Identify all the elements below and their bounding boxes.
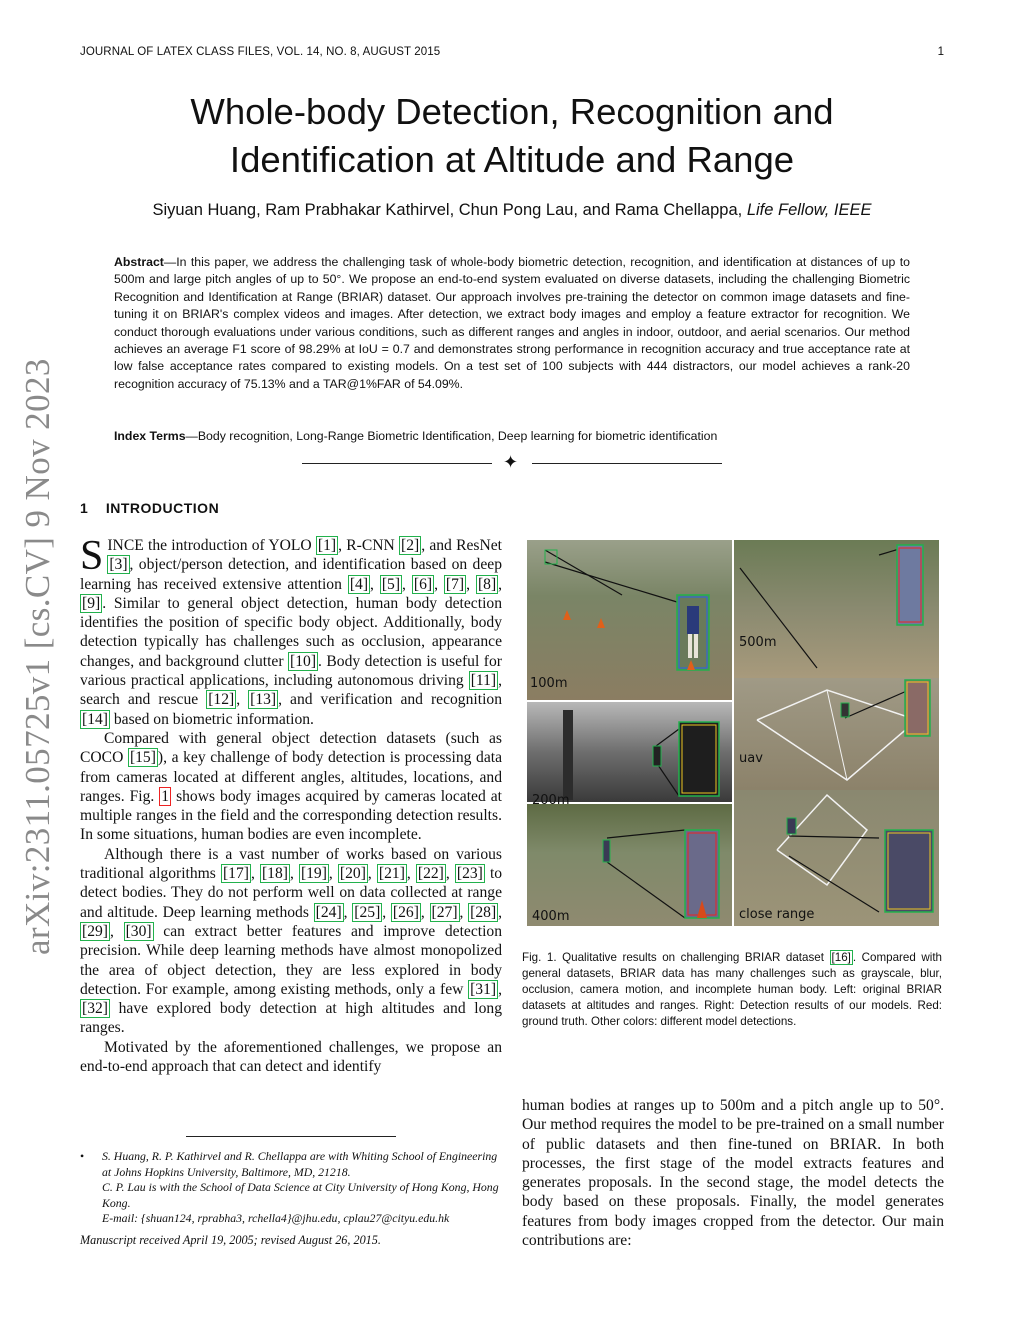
page-number: 1 — [937, 46, 944, 58]
citation-link[interactable]: [8] — [477, 575, 497, 593]
text-run: can extract better features and improve detection precision. While deep learning methods have almost monopolized the area of object detection, they are less explored in body detection. For example, among existing methods, only a few — [80, 922, 503, 998]
index-terms — [114, 429, 910, 443]
panel-uav — [734, 678, 939, 790]
panel-500m — [734, 540, 939, 678]
title-line-1: Whole-body Detection, Recognition and — [190, 91, 834, 132]
citation-link[interactable]: [31] — [470, 980, 497, 998]
figure-label: 200m — [532, 793, 570, 808]
title-line-2: Identification at Altitude and Range — [229, 139, 795, 180]
paragraph-4: Motivated by the aforementioned challenges, we propose an end-to-end approach that can detect and identify — [80, 1038, 502, 1076]
citation-link[interactable]: [20] — [339, 865, 366, 883]
dropcap: S — [80, 533, 104, 579]
text-run: the introduction of YOLO — [143, 537, 316, 554]
text-run: Compared with general object detection datasets (such as COCO — [80, 729, 502, 767]
smallcaps-word: INCE — [107, 537, 144, 554]
citation-link[interactable]: [29] — [82, 922, 108, 940]
citation-link[interactable]: [21] — [378, 865, 405, 883]
footnote-rule — [186, 1136, 396, 1137]
index-terms-text: —Body recognition, Long-Range Biometric Identification, Deep learning for biometric identification — [185, 429, 718, 443]
paragraph-3: Although there is a vast number of works based on various traditional algorithms [17] , [18] , [19] , [20] , [21] , [22] , [23] to detect bodies. They do not perform well on data collected at range and altitude. Deep learning methods [24] , [25] , [26] , [27] , [28] , [29] , [30] can extract better features and improve detection precision. While deep learning methods have almost monopolized the area of object detection, they are less explored in body detection. For example, among existing methods, only a few [31] , [32] have explored body detection at high altitudes and long ranges. — [80, 845, 503, 1037]
citation-link[interactable]: [11] — [470, 672, 497, 690]
right-column — [522, 1096, 944, 1250]
citation-link[interactable]: [23] — [456, 865, 483, 883]
running-header: JOURNAL OF LATEX CLASS FILES, VOL. 14, NO. 8, AUGUST 2015 — [80, 46, 441, 58]
text-run: , and ResNet — [421, 537, 502, 554]
citation-link[interactable]: [22] — [417, 865, 444, 883]
text-run: based on biometric information. — [109, 710, 314, 728]
citation-link[interactable]: [17] — [222, 865, 249, 883]
abstract-text: —In this paper, we address the challenging task of whole-body biometric detection, recognition, and identification at distances of up to 500m and large pitch angles of up to 50°. We propose an end-to-end system evaluated on diverse datasets, including the challenging Biometric Recognition and Identification at Range (BRIAR) dataset. Our approach involves pre-training the detector on common image datasets and fine-tuning it on BRIAR's complex videos and images. After detection, we extract body images and employ a feature extractor for recognition. We conduct thorough evaluations under various conditions, such as different ranges and angles in indoor, outdoor, and aerial scenarios. Our method achieves an average F1 score of 98.29% at IoU = 0.7 and demonstrates strong performance in recognition accuracy and true acceptance rate at low false acceptance rates compared to existing models. On a test set of 100 subjects with 444 distractors, our model achieves a rank-20 recognition accuracy of 75.13% and a TAR@1%FAR of 54.09%. — [114, 255, 910, 391]
footnote-email: E-mail: {shuan124, rprabha3, rchella4}@jhu.edu, cplau27@cityu.edu.hk — [102, 1211, 450, 1226]
citation-link[interactable]: [12] — [208, 691, 235, 709]
separator-line-right — [532, 463, 722, 464]
affiliation-footnote — [80, 1149, 502, 1227]
text-run: shows body images acquired by cameras located at multiple ranges in the field and the corresponding detection results. In some situations, human bodies are even incomplete. — [80, 787, 502, 844]
text-run: . Body detection is useful for various practical applications, including autonomous driving — [80, 652, 502, 690]
text-run: , R-CNN — [338, 537, 399, 554]
citation-link[interactable]: [19] — [300, 865, 327, 883]
paragraph-5: human bodies at ranges up to 500m and a pitch angle up to 50°. Our method requires the model to be pre-trained on a small number of public datasets and then fine-tuned on BRIAR. In both processes, the first stage of the model extracts features and generates proposals. In the second stage, the model detects the body based on these proposals. Finally, the model generates features from body images cropped from the detector. Our main contributions are: — [522, 1097, 944, 1250]
separator-line-left — [302, 463, 492, 464]
text-run: to detect bodies. They do not perform well on data collected at range and altitude. Deep learning methods — [80, 865, 503, 921]
citation-link[interactable]: [32] — [82, 1000, 108, 1018]
text-run: . Similar to general object detection, human body detection identifies the position of specific body object. Additionally, body detection typically has challenges such as occlusion, appearance changes, and background clutter — [80, 594, 502, 670]
footnote-line: C. P. Lau is with the School of Data Science at City University of Hong Kong, Hong Kong. — [102, 1180, 499, 1210]
citation-link[interactable]: [7] — [445, 575, 465, 593]
text-run: Although there is a vast number of works based on various traditional algorithms — [80, 845, 502, 883]
figure-label: 100m — [530, 676, 568, 691]
caption-text: Fig. 1. Qualitative results on challenging BRIAR dataset — [522, 951, 830, 964]
panel-200m — [527, 702, 732, 802]
index-terms-label: Index Terms — [114, 429, 186, 443]
citation-link[interactable]: [2] — [401, 537, 420, 554]
text-run: , search and rescue — [80, 672, 502, 709]
citation-link[interactable]: [25] — [354, 903, 381, 921]
citation-link[interactable]: [10] — [290, 652, 317, 670]
panel-close-range — [734, 790, 939, 926]
abstract-label: Abstract — [114, 255, 164, 269]
figure-label: uav — [739, 751, 763, 766]
footnote-bullet: • — [80, 1149, 85, 1163]
arxiv-stamp: arXiv:2311.05725v1 [cs.CV] 9 Nov 2023 — [18, 358, 57, 955]
author-fellow: Life Fellow, IEEE — [746, 201, 872, 219]
citation-link[interactable]: [4] — [349, 575, 369, 593]
text-run: , object/person detection, and identification based on deep learning has received extensive attention — [80, 556, 502, 593]
text-run: ), a key challenge of body detection is processing data from cameras located at different angles, altitudes, locations, and ranges. Fig. — [80, 749, 502, 805]
text-run: have explored body detection at high altitudes and long ranges. — [80, 1000, 502, 1037]
section-heading — [80, 500, 219, 516]
panel-400m — [527, 804, 732, 926]
citation-link[interactable]: [18] — [261, 865, 288, 883]
citation-link[interactable]: [5] — [381, 575, 401, 593]
figure-label: 400m — [532, 909, 570, 924]
citation-link[interactable]: [15] — [129, 749, 156, 767]
citation-link[interactable]: [1] — [317, 537, 337, 554]
citation-link[interactable]: [24] — [315, 903, 342, 921]
section-title: INTRODUCTION — [105, 500, 220, 516]
citation-link[interactable]: [28] — [470, 903, 497, 921]
abstract — [114, 254, 910, 393]
section-number: 1 — [80, 500, 89, 516]
author-list — [60, 201, 964, 220]
figure-link[interactable]: 1 — [161, 787, 170, 805]
figure-1-image — [527, 540, 939, 926]
paragraph-2 — [80, 729, 502, 845]
left-column — [80, 533, 503, 1076]
citation-link[interactable]: [6] — [413, 575, 433, 593]
paper-title — [60, 88, 964, 184]
citation-link[interactable]: [16] — [831, 951, 851, 964]
author-names: Siyuan Huang, Ram Prabhakar Kathirvel, Chun Pong Lau, and Rama Chellappa, — [152, 201, 743, 219]
text-run: , and verification and recognition — [278, 691, 502, 709]
citation-link[interactable]: [13] — [250, 691, 277, 709]
manuscript-note: Manuscript received April 19, 2005; revised August 26, 2015. — [80, 1233, 381, 1247]
paragraph-1: SINCE the introduction of YOLO [1] , R-CNN [2] , and ResNet [3] , object/person detection, and identification based on deep learning has received extensive attention [4] , [5] , [6] , [7] , [8] , [9] . Similar to general object detection, human body detection identifies the position of specific body object. Additionally, body detection typically has challenges such as occlusion, appearance changes, and background clutter [10] . Body detection is useful for various practical applications, including autonomous driving [11] , search and rescue [12] , [13] , and verification and recognition [14] based on biometric information. — [80, 533, 503, 728]
citation-link[interactable]: [9] — [82, 594, 101, 612]
figure-label: close range — [739, 907, 815, 922]
caption-text: . Compared with general datasets, BRIAR data has many challenges such as grayscale, blur, occlusion, camera motion, and incomplete human body. Left: original BRIAR datasets at altitudes and ranges. Right: Detection results of our models. Red: ground truth. Other colors: different model detections. — [522, 951, 942, 1029]
figure-caption — [522, 950, 942, 1030]
citation-link[interactable]: [3] — [109, 556, 128, 574]
citation-link[interactable]: [26] — [392, 903, 419, 921]
figure-label: 500m — [739, 635, 777, 650]
citation-link[interactable]: [27] — [431, 903, 458, 921]
citation-link[interactable]: [14] — [82, 710, 108, 728]
citation-link[interactable]: [30] — [125, 922, 152, 940]
footnote-line: S. Huang, R. P. Kathirvel and R. Chellappa are with Whiting School of Engineering at Johns Hopkins University, Baltimore, MD, 21218. — [102, 1149, 498, 1179]
separator-star: ✦ — [503, 452, 519, 473]
